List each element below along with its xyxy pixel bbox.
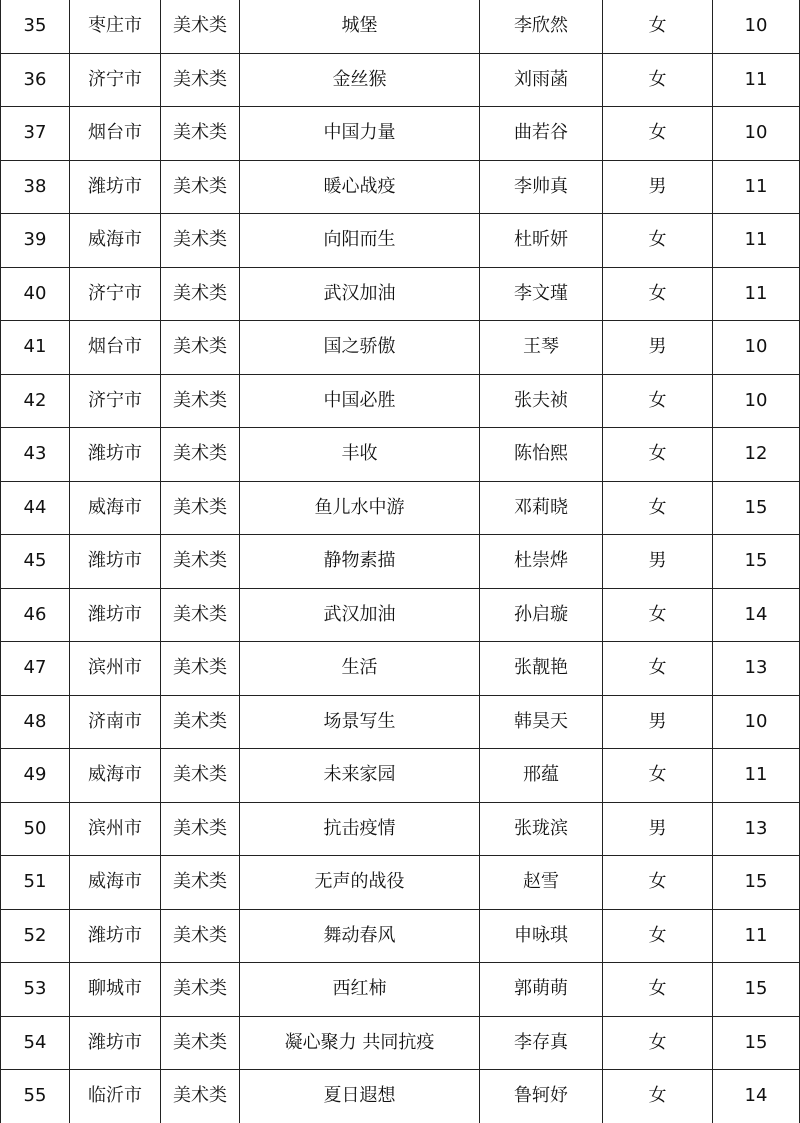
gender-cell: 男 <box>603 802 713 856</box>
table-row <box>1 642 800 696</box>
work-title-cell: 国之骄傲 <box>240 321 480 375</box>
entrant-name-cell: 韩昊天 <box>480 695 603 749</box>
category-cell: 美术类 <box>161 963 240 1017</box>
work-title-cell: 武汉加油 <box>240 267 480 321</box>
category-cell: 美术类 <box>161 321 240 375</box>
entry-number-cell: 37 <box>1 107 70 161</box>
city-cell: 潍坊市 <box>70 428 161 482</box>
entry-number-cell: 40 <box>1 267 70 321</box>
entry-number-cell: 41 <box>1 321 70 375</box>
gender-cell: 女 <box>603 374 713 428</box>
table-row <box>1 802 800 856</box>
gender-cell: 女 <box>603 214 713 268</box>
work-title-cell: 城堡 <box>240 0 480 53</box>
category-cell: 美术类 <box>161 695 240 749</box>
city-cell: 临沂市 <box>70 1070 161 1123</box>
entrant-name-cell: 郭萌萌 <box>480 963 603 1017</box>
category-cell: 美术类 <box>161 909 240 963</box>
gender-cell: 女 <box>603 1070 713 1123</box>
work-title-cell: 场景写生 <box>240 695 480 749</box>
work-title-cell: 无声的战役 <box>240 856 480 910</box>
entry-number-cell: 48 <box>1 695 70 749</box>
category-cell: 美术类 <box>161 0 240 53</box>
city-cell: 潍坊市 <box>70 588 161 642</box>
table-row <box>1 856 800 910</box>
entry-number-cell: 47 <box>1 642 70 696</box>
city-cell: 潍坊市 <box>70 160 161 214</box>
category-cell: 美术类 <box>161 428 240 482</box>
gender-cell: 女 <box>603 856 713 910</box>
age-cell: 11 <box>713 160 800 214</box>
work-title-cell: 舞动春风 <box>240 909 480 963</box>
work-title-cell: 抗击疫情 <box>240 802 480 856</box>
work-title-cell: 中国力量 <box>240 107 480 161</box>
city-cell: 滨州市 <box>70 642 161 696</box>
entry-number-cell: 49 <box>1 749 70 803</box>
entry-number-cell: 50 <box>1 802 70 856</box>
entries-table-body <box>1 0 800 1123</box>
gender-cell: 女 <box>603 481 713 535</box>
table-row <box>1 160 800 214</box>
city-cell: 济南市 <box>70 695 161 749</box>
entrant-name-cell: 杜崇烨 <box>480 535 603 589</box>
age-cell: 15 <box>713 1016 800 1070</box>
gender-cell: 女 <box>603 428 713 482</box>
category-cell: 美术类 <box>161 160 240 214</box>
table-row <box>1 695 800 749</box>
entry-number-cell: 52 <box>1 909 70 963</box>
entrant-name-cell: 张靓艳 <box>480 642 603 696</box>
age-cell: 11 <box>713 53 800 107</box>
category-cell: 美术类 <box>161 107 240 161</box>
work-title-cell: 鱼儿水中游 <box>240 481 480 535</box>
city-cell: 潍坊市 <box>70 535 161 589</box>
entrant-name-cell: 杜昕妍 <box>480 214 603 268</box>
entry-number-cell: 54 <box>1 1016 70 1070</box>
category-cell: 美术类 <box>161 214 240 268</box>
entrant-name-cell: 鲁轲妤 <box>480 1070 603 1123</box>
age-cell: 15 <box>713 535 800 589</box>
entry-number-cell: 36 <box>1 53 70 107</box>
category-cell: 美术类 <box>161 802 240 856</box>
entry-number-cell: 44 <box>1 481 70 535</box>
city-cell: 烟台市 <box>70 107 161 161</box>
entrant-name-cell: 邢蕴 <box>480 749 603 803</box>
age-cell: 11 <box>713 749 800 803</box>
entrant-name-cell: 申咏琪 <box>480 909 603 963</box>
age-cell: 11 <box>713 909 800 963</box>
table-row <box>1 107 800 161</box>
category-cell: 美术类 <box>161 642 240 696</box>
entry-number-cell: 46 <box>1 588 70 642</box>
work-title-cell: 静物素描 <box>240 535 480 589</box>
table-row <box>1 1016 800 1070</box>
category-cell: 美术类 <box>161 588 240 642</box>
gender-cell: 女 <box>603 267 713 321</box>
age-cell: 10 <box>713 107 800 161</box>
table-row <box>1 749 800 803</box>
age-cell: 10 <box>713 0 800 53</box>
table-row <box>1 428 800 482</box>
entrant-name-cell: 曲若谷 <box>480 107 603 161</box>
category-cell: 美术类 <box>161 749 240 803</box>
entrant-name-cell: 邓莉晓 <box>480 481 603 535</box>
gender-cell: 女 <box>603 0 713 53</box>
age-cell: 13 <box>713 802 800 856</box>
gender-cell: 女 <box>603 53 713 107</box>
age-cell: 14 <box>713 588 800 642</box>
city-cell: 威海市 <box>70 214 161 268</box>
gender-cell: 女 <box>603 107 713 161</box>
gender-cell: 女 <box>603 909 713 963</box>
category-cell: 美术类 <box>161 535 240 589</box>
city-cell: 枣庄市 <box>70 0 161 53</box>
gender-cell: 女 <box>603 1016 713 1070</box>
gender-cell: 男 <box>603 160 713 214</box>
gender-cell: 女 <box>603 642 713 696</box>
entrant-name-cell: 孙启璇 <box>480 588 603 642</box>
category-cell: 美术类 <box>161 1016 240 1070</box>
category-cell: 美术类 <box>161 481 240 535</box>
city-cell: 威海市 <box>70 856 161 910</box>
city-cell: 济宁市 <box>70 374 161 428</box>
entry-number-cell: 43 <box>1 428 70 482</box>
work-title-cell: 丰收 <box>240 428 480 482</box>
entrant-name-cell: 陈怡熙 <box>480 428 603 482</box>
work-title-cell: 向阳而生 <box>240 214 480 268</box>
age-cell: 12 <box>713 428 800 482</box>
gender-cell: 男 <box>603 695 713 749</box>
gender-cell: 男 <box>603 321 713 375</box>
age-cell: 14 <box>713 1070 800 1123</box>
entrant-name-cell: 刘雨菡 <box>480 53 603 107</box>
category-cell: 美术类 <box>161 53 240 107</box>
work-title-cell: 武汉加油 <box>240 588 480 642</box>
entry-number-cell: 39 <box>1 214 70 268</box>
table-row <box>1 535 800 589</box>
table-row <box>1 481 800 535</box>
city-cell: 济宁市 <box>70 53 161 107</box>
table-row <box>1 1070 800 1123</box>
entrant-name-cell: 张夫祯 <box>480 374 603 428</box>
city-cell: 烟台市 <box>70 321 161 375</box>
entry-number-cell: 53 <box>1 963 70 1017</box>
age-cell: 13 <box>713 642 800 696</box>
work-title-cell: 生活 <box>240 642 480 696</box>
entry-number-cell: 35 <box>1 0 70 53</box>
city-cell: 威海市 <box>70 481 161 535</box>
work-title-cell: 金丝猴 <box>240 53 480 107</box>
age-cell: 11 <box>713 214 800 268</box>
table-row <box>1 963 800 1017</box>
age-cell: 10 <box>713 695 800 749</box>
work-title-cell: 暖心战疫 <box>240 160 480 214</box>
table-row <box>1 321 800 375</box>
age-cell: 10 <box>713 321 800 375</box>
entry-number-cell: 55 <box>1 1070 70 1123</box>
table-row <box>1 374 800 428</box>
age-cell: 15 <box>713 963 800 1017</box>
work-title-cell: 未来家园 <box>240 749 480 803</box>
city-cell: 济宁市 <box>70 267 161 321</box>
entrant-name-cell: 李欣然 <box>480 0 603 53</box>
work-title-cell: 夏日遐想 <box>240 1070 480 1123</box>
table-row <box>1 909 800 963</box>
table-row <box>1 214 800 268</box>
entry-number-cell: 38 <box>1 160 70 214</box>
entry-number-cell: 51 <box>1 856 70 910</box>
gender-cell: 女 <box>603 588 713 642</box>
gender-cell: 女 <box>603 749 713 803</box>
entrant-name-cell: 李帅真 <box>480 160 603 214</box>
age-cell: 15 <box>713 481 800 535</box>
entry-number-cell: 45 <box>1 535 70 589</box>
entrant-name-cell: 赵雪 <box>480 856 603 910</box>
city-cell: 潍坊市 <box>70 909 161 963</box>
entry-number-cell: 42 <box>1 374 70 428</box>
entrant-name-cell: 李文瑾 <box>480 267 603 321</box>
work-title-cell: 凝心聚力 共同抗疫 <box>240 1016 480 1070</box>
age-cell: 10 <box>713 374 800 428</box>
city-cell: 威海市 <box>70 749 161 803</box>
gender-cell: 女 <box>603 963 713 1017</box>
table-row <box>1 588 800 642</box>
entrant-name-cell: 王琴 <box>480 321 603 375</box>
category-cell: 美术类 <box>161 1070 240 1123</box>
work-title-cell: 西红柿 <box>240 963 480 1017</box>
age-cell: 15 <box>713 856 800 910</box>
category-cell: 美术类 <box>161 267 240 321</box>
city-cell: 潍坊市 <box>70 1016 161 1070</box>
gender-cell: 男 <box>603 535 713 589</box>
table-row <box>1 0 800 53</box>
work-title-cell: 中国必胜 <box>240 374 480 428</box>
entrant-name-cell: 张珑滨 <box>480 802 603 856</box>
entrant-name-cell: 李存真 <box>480 1016 603 1070</box>
category-cell: 美术类 <box>161 374 240 428</box>
city-cell: 滨州市 <box>70 802 161 856</box>
age-cell: 11 <box>713 267 800 321</box>
table-row <box>1 53 800 107</box>
category-cell: 美术类 <box>161 856 240 910</box>
table-row <box>1 267 800 321</box>
city-cell: 聊城市 <box>70 963 161 1017</box>
